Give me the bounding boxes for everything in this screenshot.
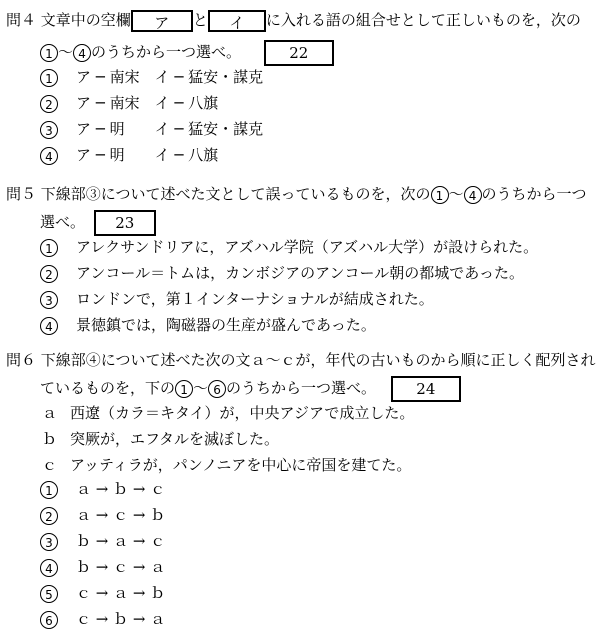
blank-a: ア <box>131 10 193 32</box>
q6-text-c: のうちから一つ選べ。 <box>226 379 377 397</box>
q4-text-d: のうちから一つ選べ。 <box>91 43 242 61</box>
option-text: 景徳鎮では，陶磁器の生産が盛んであった。 <box>76 316 376 334</box>
q6-line2 <box>40 376 461 402</box>
option-text: ア ─ 南宋 イ ─ 猛安・謀克 <box>76 68 264 86</box>
q4-option-3 <box>40 118 263 140</box>
circled-number-5: 5 <box>40 585 58 603</box>
circled-number-1: 1 <box>40 239 58 257</box>
option-text: ア ─ 南宋 イ ─ 八旗 <box>76 94 219 112</box>
circled-number-2: 2 <box>40 265 58 283</box>
q4-option-4 <box>40 144 218 166</box>
circled-number-4: 4 <box>40 147 58 165</box>
circled-number-4: 4 <box>464 186 482 204</box>
q4-text-b: と <box>192 11 208 29</box>
statement-label: ｃ <box>42 456 58 474</box>
circled-number-4: 4 <box>40 559 58 577</box>
circled-number-4: 4 <box>73 44 91 62</box>
circled-number-3: 3 <box>40 121 58 139</box>
q4-option-1 <box>40 66 263 88</box>
circled-number-1: 1 <box>40 69 58 87</box>
statement-label: ａ <box>42 404 58 422</box>
option-text: アレクサンドリアに，アズハル学院（アズハル大学）が設けられた。 <box>76 238 539 256</box>
q6-number: 問６ <box>6 351 37 369</box>
circled-number-6: 6 <box>40 611 58 629</box>
q6-option-5 <box>40 582 165 604</box>
blank-i: イ <box>208 10 266 32</box>
statement-text: 西遼（カラ＝キタイ）が，中央アジアで成立した。 <box>70 404 415 422</box>
option-text: ア ─ 明 イ ─ 八旗 <box>76 146 219 164</box>
q5-text-c: 選べ。 <box>40 213 86 231</box>
q5-option-3 <box>40 288 434 310</box>
statement-text: 突厥が，エフタルを滅ぼした。 <box>70 430 279 448</box>
tilde: 〜 <box>448 185 464 203</box>
q5-option-1 <box>40 236 538 258</box>
circled-number-1: 1 <box>40 481 58 499</box>
answer-box-22: 22 <box>264 40 334 66</box>
q5-text-a: 下線部③について述べた文として誤っているものを，次の <box>40 185 431 203</box>
option-text: ｃ → ａ → ｂ <box>76 584 166 602</box>
tilde: 〜 <box>58 43 74 61</box>
q4-option-2 <box>40 92 218 114</box>
q5-number: 問５ <box>6 185 37 203</box>
circled-number-2: 2 <box>40 507 58 525</box>
q6-line1 <box>6 350 596 370</box>
q4-number: 問４ <box>6 11 37 29</box>
q6-option-2 <box>40 504 165 526</box>
circled-number-1: 1 <box>175 380 193 398</box>
q5-option-4 <box>40 314 376 336</box>
q4-text-a: 文章中の空欄 <box>40 11 131 29</box>
option-text: ａ → ｂ → ｃ <box>76 480 166 498</box>
q6-option-4 <box>40 556 165 578</box>
answer-box-23: 23 <box>94 210 156 236</box>
q6-statement-2 <box>42 428 279 450</box>
q5-text-b: のうちから一つ <box>481 185 587 203</box>
q6-statement-1 <box>42 402 414 424</box>
option-text: ａ → ｃ → ｂ <box>76 506 166 524</box>
circled-number-3: 3 <box>40 291 58 309</box>
circled-number-6: 6 <box>208 380 226 398</box>
q6-text-b: ているものを，下の <box>40 379 176 397</box>
circled-number-1: 1 <box>40 44 58 62</box>
option-text: ｂ → ａ → ｃ <box>76 532 166 550</box>
statement-text: アッティラが，パンノニアを中心に帝国を建てた。 <box>70 456 412 474</box>
tilde: 〜 <box>193 379 209 397</box>
q4-line1 <box>6 10 581 32</box>
q5-line1 <box>6 184 587 204</box>
q4-text-c: に入れる語の組合せとして正しいものを，次の <box>265 11 581 29</box>
q5-line2 <box>40 210 156 236</box>
option-text: ｃ → ｂ → ａ <box>76 610 166 628</box>
q5-option-2 <box>40 262 524 284</box>
circled-number-1: 1 <box>431 186 449 204</box>
q6-option-3 <box>40 530 165 552</box>
circled-number-3: 3 <box>40 533 58 551</box>
option-text: アンコール＝トムは，カンボジアのアンコール朝の都城であった。 <box>76 264 525 282</box>
option-text: ロンドンで，第１インターナショナルが結成された。 <box>76 290 434 308</box>
q6-statement-3 <box>42 454 411 476</box>
option-text: ｂ → ｃ → ａ <box>76 558 166 576</box>
q6-option-6 <box>40 608 165 630</box>
q4-line2 <box>40 40 334 66</box>
option-text: ア ─ 明 イ ─ 猛安・謀克 <box>76 120 264 138</box>
q6-text-a: 下線部④について述べた次の文ａ〜ｃが，年代の古いものから順に正しく配列され <box>40 351 596 369</box>
circled-number-4: 4 <box>40 317 58 335</box>
statement-label: ｂ <box>42 430 58 448</box>
q6-option-1 <box>40 478 165 500</box>
answer-box-24: 24 <box>391 376 461 402</box>
circled-number-2: 2 <box>40 95 58 113</box>
